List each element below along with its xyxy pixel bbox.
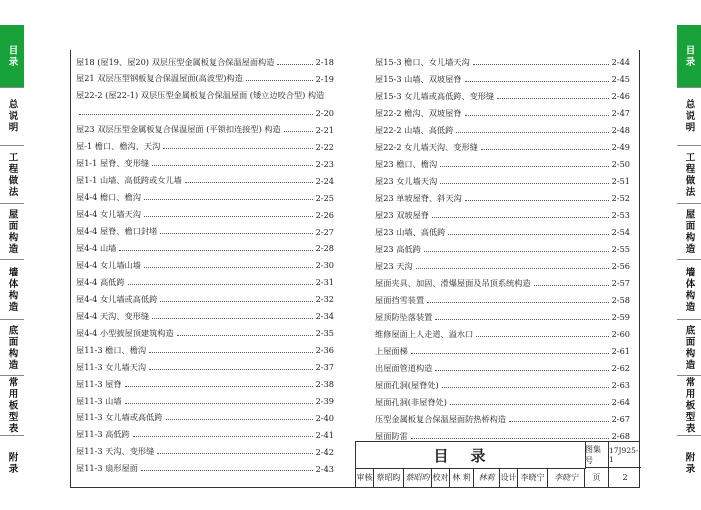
toc-entry[interactable] <box>375 73 630 85</box>
toc-entry-page: 2-44 <box>611 57 630 67</box>
toc-entry-page: 2-39 <box>315 396 334 406</box>
dot-leader <box>427 302 608 303</box>
toc-entry-title: 屋4-4 女儿墙天沟 <box>76 209 141 220</box>
toc-entry-title: 屋11-3 檐口、檐沟 <box>76 344 147 355</box>
toc-entry-page: 2-22 <box>315 141 334 152</box>
toc-entry-title: 屋11-3 女儿墙天沟 <box>76 361 147 372</box>
toc-entry-title: 屋11-3 扇形屋面 <box>76 463 138 474</box>
check-label: 校对 <box>432 468 450 487</box>
page-number: 2 <box>622 473 628 482</box>
toc-entry-page: 2-24 <box>315 175 334 186</box>
toc-entry-title: 屋23 檐口、檐沟 <box>375 158 438 169</box>
left-tab-6[interactable] <box>0 375 24 435</box>
dot-leader <box>277 64 312 65</box>
toc-entry-page: 2-19 <box>315 73 334 84</box>
toc-entry[interactable] <box>76 242 334 254</box>
dot-leader <box>435 319 608 320</box>
toc-entry-title: 屋面孔洞(屋脊处) <box>375 379 439 390</box>
dot-leader <box>476 336 608 337</box>
left-tab-2[interactable] <box>0 145 24 203</box>
toc-entry-page: 2-27 <box>315 226 334 237</box>
right-tab-label: 工程做法 <box>683 151 695 198</box>
title-block-title: 目录 <box>356 442 586 469</box>
toc-entry-title: 屋4-4 檐口、檐沟 <box>76 192 141 203</box>
toc-entry-page: 2-60 <box>611 329 630 339</box>
dot-leader <box>481 149 609 150</box>
right-tab-label: 屋面构造 <box>683 208 695 255</box>
dot-leader <box>465 200 609 201</box>
toc-entry-title: 屋11-3 女儿墙或高低跨 <box>76 412 163 423</box>
toc-entry[interactable] <box>375 158 630 170</box>
toc-entry-title: 屋15-3 女儿墙或高低跨、变形缝 <box>375 90 495 101</box>
right-tab-label: 常用板型表 <box>683 376 695 435</box>
toc-entry[interactable] <box>375 141 630 153</box>
dot-leader <box>144 199 313 200</box>
right-tab-label: 目录 <box>683 44 695 68</box>
right-tab-label: 附录 <box>683 451 695 475</box>
toc-entry[interactable] <box>375 345 630 357</box>
right-tab-5[interactable] <box>677 319 701 375</box>
toc-entry[interactable] <box>76 361 334 373</box>
dot-leader <box>284 131 313 132</box>
left-tab-0[interactable] <box>0 25 24 87</box>
toc-entry-page: 2-47 <box>611 108 630 118</box>
left-tab-label: 工程做法 <box>6 151 18 198</box>
toc-entry[interactable] <box>375 192 630 204</box>
toc-entry-page: 2-58 <box>611 295 630 305</box>
left-tab-1[interactable] <box>0 87 24 145</box>
dot-leader <box>160 301 312 302</box>
toc-entry-title: 屋23 单坡屋脊、斜天沟 <box>375 192 462 203</box>
toc-entry-title: 屋23 女儿墙天沟 <box>375 175 438 186</box>
dot-leader <box>442 387 609 388</box>
design-label: 设计 <box>500 468 518 487</box>
toc-entry-page: 2-63 <box>611 380 630 390</box>
toc-entry-title: 屋18 (屋19、屋20) 双层压型金属板复合保温屋面构造 <box>76 56 275 67</box>
toc-entry-title: 屋23 天沟 <box>375 260 413 271</box>
dot-leader <box>424 251 609 252</box>
toc-entry-page: 2-18 <box>315 57 334 67</box>
toc-entry[interactable] <box>375 328 630 340</box>
toc-entry-title: 压型金属板复合保温屋面防热桥构造 <box>375 413 507 424</box>
right-tab-label: 墙体构造 <box>683 266 695 313</box>
toc-entry-page: 2-67 <box>611 414 630 424</box>
toc-entry[interactable] <box>375 260 630 272</box>
dot-leader <box>177 335 313 336</box>
toc-entry-title: 屋11-3 天沟、变形缝 <box>76 446 155 457</box>
toc-entry-title: 屋4-4 山墙 <box>76 242 117 253</box>
toc-entry[interactable] <box>76 463 334 475</box>
dot-leader <box>456 132 608 133</box>
toc-entry[interactable] <box>76 293 334 305</box>
reviewer-name: 蔡昭昀 <box>374 468 404 487</box>
dot-leader <box>128 284 313 285</box>
toc-entry-title: 屋面夹具、加固、滑爆屋面及吊顶系统构造 <box>375 277 531 288</box>
dot-leader <box>160 233 312 234</box>
toc-entry[interactable] <box>76 73 334 85</box>
toc-entry-page: 2-41 <box>315 429 334 440</box>
toc-entry-page: 2-57 <box>611 278 630 288</box>
toc-entry-page: 2-34 <box>315 311 334 322</box>
toc-entry-page: 2-26 <box>315 209 334 220</box>
toc-entry[interactable] <box>76 429 334 441</box>
toc-entry-page: 2-43 <box>315 463 334 474</box>
dot-leader <box>152 165 312 166</box>
toc-entry-title: 屋4-4 高低跨 <box>76 276 125 287</box>
dot-leader <box>448 234 608 235</box>
toc-entry[interactable] <box>76 412 334 424</box>
toc-entry[interactable] <box>76 56 334 68</box>
toc-entry-page: 2-51 <box>611 176 630 186</box>
toc-entry[interactable] <box>375 107 630 119</box>
toc-entry-page: 2-31 <box>315 277 334 288</box>
toc-entry[interactable] <box>375 226 630 238</box>
toc-entry[interactable] <box>76 124 334 136</box>
toc-entry-page: 2-23 <box>315 158 334 169</box>
toc-entry[interactable] <box>76 395 334 407</box>
toc-entry-page: 2-48 <box>611 125 630 135</box>
dot-leader <box>163 148 312 149</box>
toc-entry-page: 2-36 <box>315 345 334 356</box>
dot-leader <box>440 183 608 184</box>
toc-entry-page: 2-61 <box>611 346 630 356</box>
toc-entry[interactable] <box>76 327 334 339</box>
dot-leader <box>465 115 609 116</box>
toc-entry[interactable] <box>375 379 630 391</box>
right-tab-7[interactable] <box>677 435 701 490</box>
dot-leader <box>149 369 312 370</box>
toc-entry-title: 屋-1 檐口、檐沟、天沟 <box>76 141 161 152</box>
right-tab-2[interactable] <box>677 145 701 203</box>
toc-entry[interactable] <box>76 226 334 238</box>
toc-entry-title: 屋11-3 屋脊 <box>76 378 122 389</box>
toc-entry[interactable] <box>76 276 334 288</box>
toc-entry-title: 屋面孔洞(非屋脊处) <box>375 396 447 407</box>
toc-entry-title: 屋1-1 山墙、高低跨或女儿墙 <box>76 175 182 186</box>
toc-entry[interactable] <box>375 396 630 408</box>
dot-leader <box>133 436 313 437</box>
reviewer-signature: 蔡昭昀 <box>404 468 432 487</box>
right-tab-6[interactable] <box>677 375 701 435</box>
toc-entry[interactable] <box>375 56 630 68</box>
right-tab-label: 底面构造 <box>683 324 695 371</box>
toc-entry[interactable] <box>76 209 334 221</box>
toc-entry[interactable] <box>375 277 630 289</box>
page-label: 页 <box>585 468 609 487</box>
dot-leader <box>166 419 313 420</box>
dot-leader <box>246 80 313 81</box>
toc-entry-title: 维修屋面上人走道、溢水口 <box>375 328 474 339</box>
right-tab-strip <box>677 25 701 490</box>
toc-entry-page: 2-21 <box>315 124 334 135</box>
toc-entry-title: 出屋面管道构造 <box>375 362 433 373</box>
toc-entry[interactable] <box>375 311 630 323</box>
dot-leader <box>435 370 608 371</box>
left-tab-5[interactable] <box>0 319 24 375</box>
toc-entry-title: 屋23 双坡屋脊 <box>375 209 429 220</box>
toc-entry[interactable] <box>76 344 334 356</box>
dot-leader <box>432 217 609 218</box>
toc-entry[interactable] <box>375 175 630 187</box>
toc-entry-page: 2-38 <box>315 379 334 390</box>
toc-entry[interactable] <box>76 158 334 170</box>
left-tab-7[interactable] <box>0 435 24 490</box>
dot-leader <box>509 421 609 422</box>
dot-leader <box>157 453 312 454</box>
toc-entry-title: 屋23 高低跨 <box>375 243 421 254</box>
toc-entry-title: 屋22-2 女儿墙天沟、变形缝 <box>375 141 478 152</box>
left-tab-label: 总说明 <box>6 99 18 134</box>
toc-entry[interactable] <box>375 209 630 221</box>
toc-entry-title: 屋22-2 山墙、高低跨 <box>375 124 454 135</box>
dot-leader <box>141 470 313 471</box>
toc-entry-title: 屋4-4 天沟、变形缝 <box>76 310 150 321</box>
toc-entry-page: 2-25 <box>315 192 334 203</box>
designer-name: 李晓宁 <box>518 468 548 487</box>
toc-entry-title: 屋11-3 高低跨 <box>76 429 130 440</box>
toc-entry-page: 2-49 <box>611 142 630 152</box>
review-label: 审核 <box>356 468 374 487</box>
toc-entry-title: 屋4-4 女儿墙山墙 <box>76 259 141 270</box>
toc-entry[interactable] <box>76 90 334 102</box>
toc-entry[interactable] <box>76 192 334 204</box>
left-tab-4[interactable] <box>0 259 24 319</box>
toc-entry[interactable] <box>76 141 334 153</box>
toc-entry-page: 2-56 <box>611 261 630 271</box>
dot-leader <box>125 403 313 404</box>
toc-entry-page: 2-53 <box>611 210 630 220</box>
dot-leader <box>119 250 312 251</box>
dot-leader <box>185 182 313 183</box>
toc-entry-page: 2-37 <box>315 362 334 373</box>
toc-entry-title: 上屋面梯 <box>375 345 408 356</box>
dot-leader <box>149 352 312 353</box>
left-tab-label: 墙体构造 <box>6 266 18 313</box>
toc-entry-page: 2-20 <box>315 107 334 118</box>
toc-entry-page: 2-68 <box>611 431 630 441</box>
left-tab-3[interactable] <box>0 203 24 259</box>
right-tab-4[interactable] <box>677 259 701 319</box>
toc-entry-page: 2-35 <box>315 328 334 339</box>
right-tab-3[interactable] <box>677 203 701 259</box>
left-tab-label: 屋面构造 <box>6 208 18 255</box>
left-tab-label: 常用板型表 <box>6 376 18 435</box>
toc-entry-title: 屋22-2 (屋22-1) 双层压型金属板复合保温屋面 (矮立边咬合型) 构造 <box>76 90 325 101</box>
toc-entry-title: 屋4-4 小型披屋顶建筑构造 <box>76 327 174 338</box>
toc-entry-page: 2-42 <box>315 446 334 457</box>
toc-entry-title: 屋面防雷 <box>375 430 408 441</box>
left-tab-strip <box>0 25 24 490</box>
dot-leader <box>450 404 609 405</box>
designer-signature: 李晓宁 <box>548 468 585 487</box>
toc-entry[interactable] <box>76 107 334 119</box>
toc-entry-title: 屋23 山墙、高低跨 <box>375 226 446 237</box>
checker-name: 林 莉 <box>450 468 474 487</box>
toc-entry[interactable] <box>76 378 334 390</box>
dot-leader <box>152 318 312 319</box>
dot-leader <box>497 98 608 99</box>
right-tab-1[interactable] <box>677 87 701 145</box>
toc-entry-page: 2-54 <box>611 227 630 237</box>
left-tab-label: 底面构造 <box>6 324 18 371</box>
toc-entry-page: 2-52 <box>611 193 630 203</box>
toc-entry[interactable] <box>375 413 630 425</box>
toc-entry-page: 2-50 <box>611 159 630 169</box>
left-tab-label: 附录 <box>6 451 18 475</box>
toc-entry-title: 屋顶防坠落装置 <box>375 311 433 322</box>
dot-leader <box>125 386 313 387</box>
dot-leader <box>473 64 609 65</box>
toc-entry[interactable] <box>375 294 630 306</box>
toc-entry-title: 屋15-3 山墙、双坡屋脊 <box>375 73 462 84</box>
dot-leader <box>411 353 609 354</box>
left-tab-label: 目录 <box>6 44 18 68</box>
toc-entry-title: 屋15-3 檐口、女儿墙天沟 <box>375 56 470 67</box>
toc-entry-title: 屋4-4 女儿墙或高低跨 <box>76 293 158 304</box>
toc-entry-page: 2-46 <box>611 91 630 101</box>
toc-entry-page: 2-64 <box>611 397 630 407</box>
toc-entry-title: 屋11-3 山墙 <box>76 395 122 406</box>
dot-leader <box>144 216 313 217</box>
toc-entry[interactable] <box>375 243 630 255</box>
dot-leader <box>79 114 313 115</box>
dot-leader <box>534 285 609 286</box>
dot-leader <box>465 81 609 82</box>
toc-entry-title: 屋4-4 屋脊、檐口封堵 <box>76 226 158 236</box>
dot-leader <box>440 166 608 167</box>
toc-entry[interactable] <box>76 259 334 271</box>
checker-signature: 林莉 <box>474 468 500 487</box>
right-tab-label: 总说明 <box>683 99 695 134</box>
dot-leader <box>416 268 609 269</box>
toc-entry-page: 2-45 <box>611 74 630 84</box>
toc-entry-page: 2-32 <box>315 294 334 305</box>
toc-entry[interactable] <box>375 124 630 136</box>
toc-entry-title: 屋21 双层压型钢板复合保温屋面(高波型)构造 <box>76 73 243 84</box>
toc-entry-page: 2-55 <box>611 244 630 254</box>
toc-entry[interactable] <box>76 446 334 458</box>
toc-entry-page: 2-28 <box>315 243 334 254</box>
toc-entry[interactable] <box>76 310 334 322</box>
toc-entry-title: 屋23 双层压型金属板复合保温屋面 (平锁扣连接型) 构造 <box>76 124 281 135</box>
title-block <box>355 441 640 488</box>
atlas-label: 图集号 <box>585 442 609 468</box>
right-tab-0[interactable] <box>677 25 701 87</box>
dot-leader <box>411 438 609 439</box>
toc-entry-page: 2-59 <box>611 312 630 322</box>
toc-entry-title: 屋22-2 檐沟、双坡屋脊 <box>375 107 462 118</box>
toc-entry[interactable] <box>76 175 334 187</box>
toc-entry-page: 2-40 <box>315 412 334 423</box>
dot-leader <box>144 267 313 268</box>
toc-entry[interactable] <box>375 90 630 102</box>
toc-entry-title: 屋1-1 屋脊、变形缝 <box>76 158 150 169</box>
toc-entry-title: 屋面挡雪装置 <box>375 294 425 305</box>
toc-entry-page: 2-62 <box>611 363 630 373</box>
toc-entry[interactable] <box>375 362 630 374</box>
atlas-number: 17J925-1 <box>609 442 641 468</box>
toc-entry-page: 2-30 <box>315 260 334 271</box>
